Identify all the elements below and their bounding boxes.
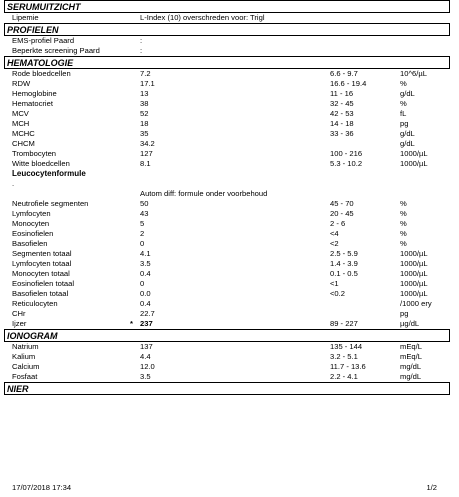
page-footer [0,482,459,494]
reference-range: 0.1 - 0.5 [330,269,358,278]
result-row [4,149,450,159]
test-value: 13 [140,89,149,98]
test-value: 7.2 [140,69,151,78]
test-name: MCHC [12,129,35,138]
abnormal-flag: * [130,319,133,328]
test-unit: % [400,219,407,228]
reference-range: <2 [330,239,339,248]
test-unit: g/dL [400,139,415,148]
result-row [4,189,450,199]
test-name: Hemoglobine [12,89,57,98]
test-unit: 1000/µL [400,279,428,288]
result-row [4,362,450,372]
result-row [4,209,450,219]
reference-range: 14 - 18 [330,119,354,128]
test-value: 237 [140,319,153,328]
test-name: MCH [12,119,30,128]
test-value: 50 [140,199,149,208]
test-value: 127 [140,149,153,158]
test-name: Witte bloedcellen [12,159,70,168]
section-hematologie [4,56,450,329]
result-row [4,159,450,169]
reference-range: 3.2 - 5.1 [330,352,358,361]
section-rows [4,69,450,329]
section-rows [4,13,450,23]
test-unit: % [400,239,407,248]
result-row [4,109,450,119]
test-value: 52 [140,109,149,118]
test-value: : [140,46,143,55]
test-unit: 1000/µL [400,269,428,278]
test-value: 0 [140,239,145,248]
test-name: MCV [12,109,29,118]
reference-range: 45 - 70 [330,199,354,208]
page-number: 1/2 [426,483,437,492]
test-value: 0.4 [140,299,151,308]
test-value: 34.2 [140,139,155,148]
test-name: Basofielen totaal [12,289,69,298]
test-unit: % [400,99,407,108]
test-unit: 1000/µL [400,249,428,258]
test-name: Reticulocyten [12,299,58,308]
test-value: : [140,36,143,45]
test-value: 38 [140,99,149,108]
reference-range: <4 [330,229,339,238]
result-row [4,69,450,79]
test-name: Rode bloedcellen [12,69,71,78]
test-value: 35 [140,129,149,138]
test-unit: 1000/µL [400,149,428,158]
test-name: Hematocriet [12,99,53,108]
test-name: Segmenten totaal [12,249,72,258]
test-unit: fL [400,109,407,118]
test-unit: g/dL [400,129,415,138]
reference-range: 100 - 216 [330,149,363,158]
result-row [4,179,450,189]
section-ionogram [4,329,450,382]
section-rows [4,342,450,382]
result-row [4,13,450,23]
test-unit: mEq/L [400,352,422,361]
test-value: 0.0 [140,289,151,298]
result-row [4,199,450,209]
test-value: 2 [140,229,145,238]
test-name: CHr [12,309,26,318]
result-row [4,319,450,329]
reference-range: 2.2 - 4.1 [330,372,358,381]
subsection-heading [4,169,450,179]
result-row [4,219,450,229]
subheading-label: Leucocytenformule [12,169,86,178]
reference-range: 11 - 16 [330,89,354,98]
lab-report [4,0,450,395]
test-unit: /1000 ery [400,299,432,308]
result-row [4,129,450,139]
section-serumuitzicht [4,0,450,23]
test-name: Lymfocyten totaal [12,259,72,268]
result-row [4,309,450,319]
result-row [4,229,450,239]
test-unit: mEq/L [400,342,422,351]
section-header: PROFIELEN [4,23,450,36]
test-value: 43 [140,209,149,218]
reference-range: 5.3 - 10.2 [330,159,363,168]
test-value: 3.5 [140,372,151,381]
result-row [4,352,450,362]
test-name: Neutrofiele segmenten [12,199,89,208]
reference-range: 2.5 - 5.9 [330,249,358,258]
section-nier [4,382,450,395]
reference-range: 1.4 - 3.9 [330,259,358,268]
reference-range: 11.7 - 13.6 [330,362,366,371]
test-unit: g/dL [400,89,415,98]
section-header: NIER [4,382,450,395]
test-unit: mg/dL [400,372,422,381]
test-value: 0 [140,279,145,288]
test-value: 17.1 [140,79,155,88]
test-name: Trombocyten [12,149,57,158]
result-row [4,372,450,382]
reference-range: 135 - 144 [330,342,363,351]
reference-range: 42 - 53 [330,109,354,118]
section-header: HEMATOLOGIE [4,56,450,69]
test-unit: % [400,199,407,208]
test-name: Natrium [12,342,39,351]
test-name: Beperkte screening Paard [12,46,100,55]
result-row [4,269,450,279]
test-unit: 1000/µL [400,289,428,298]
test-value: 4.1 [140,249,151,258]
test-name: Monocyten totaal [12,269,70,278]
test-value: L-Index (10) overschreden voor: Trigl [140,13,265,22]
reference-range: 6.6 - 9.7 [330,69,358,78]
test-unit: % [400,79,407,88]
reference-range: 16.6 - 19.4 [330,79,367,88]
test-value: 18 [140,119,149,128]
test-name: Basofielen [12,239,48,248]
result-row [4,299,450,309]
result-row [4,119,450,129]
test-unit: mg/dL [400,362,422,371]
test-name: Kalium [12,352,36,361]
reference-range: <0.2 [330,289,345,298]
test-unit: % [400,229,407,238]
result-row [4,89,450,99]
test-name: RDW [12,79,31,88]
result-row [4,79,450,89]
test-name: . [12,179,15,188]
reference-range: 33 - 36 [330,129,354,138]
test-value: 137 [140,342,153,351]
test-unit: pg [400,309,409,318]
test-value: 0.4 [140,269,151,278]
result-row [4,139,450,149]
test-value: 3.5 [140,259,151,268]
test-name: Fosfaat [12,372,38,381]
section-header: SERUMUITZICHT [4,0,450,13]
section-profielen [4,23,450,56]
result-row [4,249,450,259]
test-value: 12.0 [140,362,155,371]
result-row [4,99,450,109]
reference-range: 20 - 45 [330,209,354,218]
test-name: Lipemie [12,13,39,22]
reference-range: 32 - 45 [330,99,354,108]
test-unit: 1000/µL [400,159,428,168]
test-value: 4.4 [140,352,151,361]
test-unit: % [400,209,407,218]
test-name: Lymfocyten [12,209,51,218]
test-name: EMS-profiel Paard [12,36,75,45]
test-unit: µg/dL [400,319,420,328]
test-value: Autom diff: formule onder voorbehoud [140,189,268,198]
test-value: 5 [140,219,145,228]
test-name: Ijzer [12,319,27,328]
test-value: 8.1 [140,159,151,168]
result-row [4,239,450,249]
result-row [4,46,450,56]
result-row [4,342,450,352]
result-row [4,36,450,46]
test-name: CHCM [12,139,35,148]
section-header: IONOGRAM [4,329,450,342]
test-name: Eosinofielen totaal [12,279,75,288]
test-unit: 10^6/µL [400,69,427,78]
test-unit: pg [400,119,409,128]
reference-range: <1 [330,279,339,288]
test-name: Monocyten [12,219,50,228]
test-name: Eosinofielen [12,229,54,238]
test-value: 22.7 [140,309,155,318]
reference-range: 2 - 6 [330,219,346,228]
result-row [4,289,450,299]
print-date: 17/07/2018 17:34 [12,483,72,492]
result-row [4,259,450,269]
section-rows [4,36,450,56]
test-unit: 1000/µL [400,259,428,268]
result-row [4,279,450,289]
reference-range: 89 - 227 [330,319,358,328]
test-name: Calcium [12,362,40,371]
